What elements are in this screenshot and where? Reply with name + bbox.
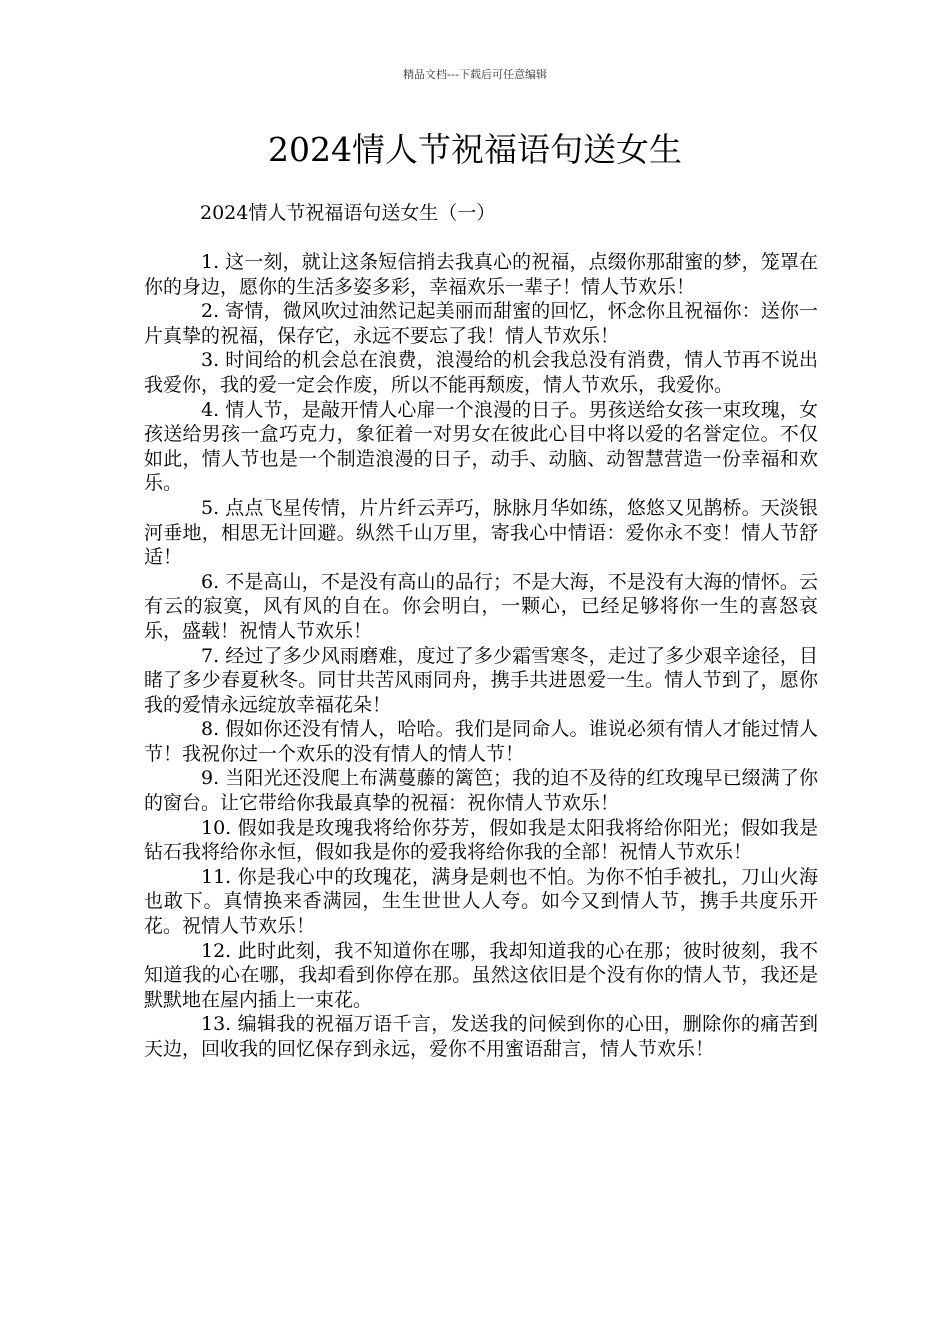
greeting-item-7: 7. 经过了多少风雨磨难，度过了多少霜雪寒冬，走过了多少艰辛途径，目睹了多少春夏秋冬。同甘共苦风雨同舟，携手共进恩爱一生。情人节到了，愿你我的爱情永远绽放幸福花朵！ [144,644,818,716]
greeting-item-10: 10. 假如我是玫瑰我将给你芬芳，假如我是太阳我将给你阳光；假如我是钻石我将给你永恒，假如我是你的爱我将给你我的全部！祝情人节欢乐！ [144,816,818,864]
greeting-item-9: 9. 当阳光还没爬上布满蔓藤的篱笆；我的迫不及待的红玫瑰早已缀满了你的窗台。让它带给你我最真挚的祝福：祝你情人节欢乐！ [144,767,818,815]
greeting-item-5: 5. 点点飞星传情，片片纤云弄巧，脉脉月华如练，悠悠又见鹊桥。天淡银河垂地，相思无计回避。纵然千山万里，寄我心中情语：爱你永不变！情人节舒适！ [144,496,818,569]
greeting-item-6: 6. 不是高山，不是没有高山的品行；不是大海，不是没有大海的情怀。云有云的寂寞，风有风的自在。你会明白，一颗心，已经足够将你一生的喜怒哀乐，盛载！祝情人节欢乐！ [144,570,818,642]
greeting-item-1: 1. 这一刻，就让这条短信捎去我真心的祝福，点缀你那甜蜜的梦，笼罩在你的身边，愿你的生活多姿多彩，幸福欢乐一辈子！情人节欢乐！ [144,251,818,298]
greeting-item-3: 3. 时间给的机会总在浪费，浪漫给的机会我总没有消费，情人节再不说出我爱你，我的爱一定会作废，所以不能再颓废，情人节欢乐，我爱你。 [144,349,818,396]
greeting-item-8: 8. 假如你还没有情人，哈哈。我们是同命人。谁说必须有情人才能过情人节！我祝你过一个欢乐的没有情人的情人节！ [144,718,818,765]
greeting-item-13: 13. 编辑我的祝福万语千言，发送我的问候到你的心田，删除你的痛苦到天边，回收我的回忆保存到永远，爱你不用蜜语甜言，情人节欢乐！ [144,1013,818,1060]
greeting-item-2: 2. 寄情，微风吹过油然记起美丽而甜蜜的回忆，怀念你且祝福你：送你一片真挚的祝福，保存它，永远不要忘了我！情人节欢乐！ [144,300,818,347]
greeting-item-11: 11. 你是我心中的玫瑰花，满身是刺也不怕。为你不怕手被扎，刀山火海也敢下。真情换来香满园，生生世世人人夸。如今又到情人节，携手共度乐开花。祝情人节欢乐！ [144,865,818,938]
greeting-item-12: 12. 此时此刻，我不知道你在哪，我却知道我的心在那；彼时彼刻，我不知道我的心在哪，我却看到你停在那。虽然这依旧是个没有你的情人节，我还是默默地在屋内插上一束花。 [144,939,818,1011]
section-subtitle: 2024情人节祝福语句送女生（一） [200,202,496,224]
greeting-item-4: 4. 情人节，是敲开情人心扉一个浪漫的日子。男孩送给女孩一束玫瑰，女孩送给男孩一盒巧克力，象征着一对男女在彼此心目中将以爱的名誉定位。不仅如此，情人节也是一个制造浪漫的日子，动手、动脑、动智慧营造一份幸福和欢乐。 [144,398,818,495]
page-header-note: 精品文档---下载后可任意编辑 [403,68,547,81]
document-title: 2024情人节祝福语句送女生 [268,130,682,169]
greeting-list [144,250,818,1062]
